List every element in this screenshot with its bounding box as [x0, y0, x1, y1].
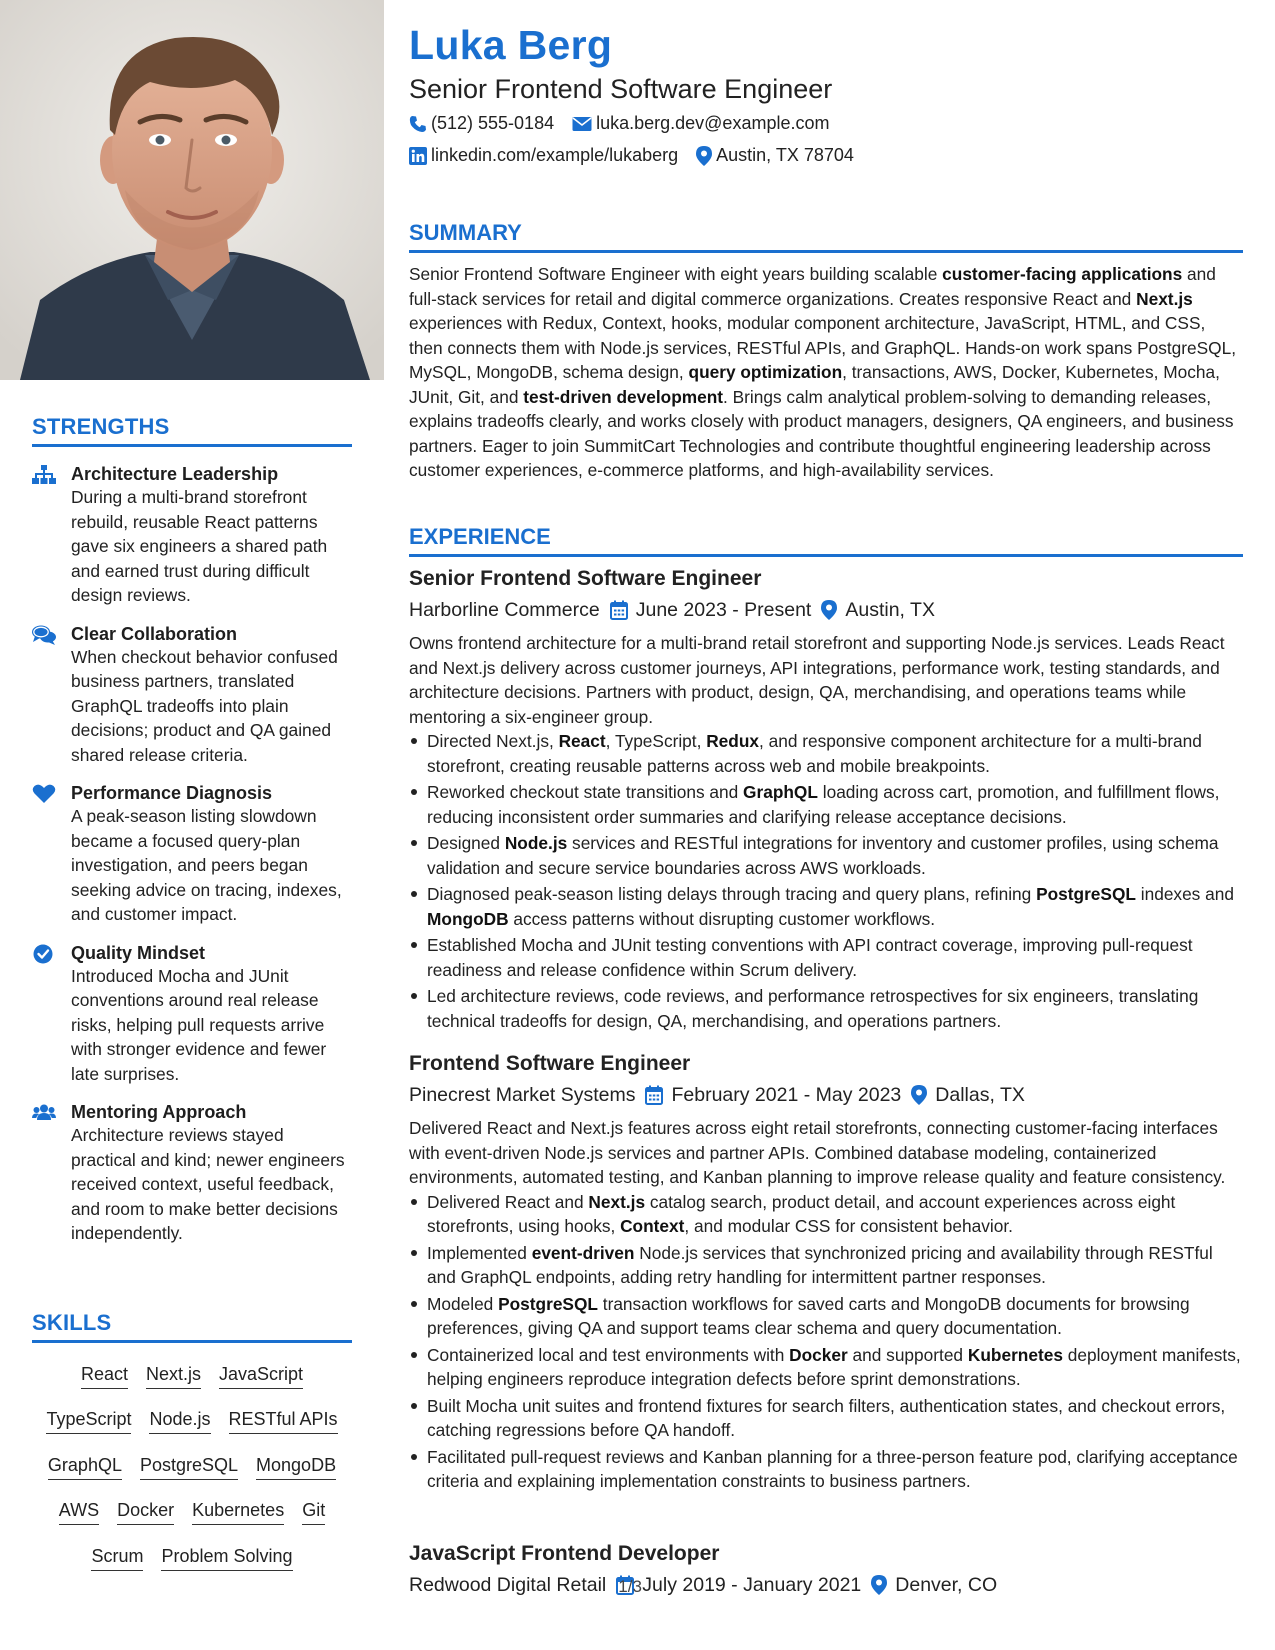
text-segment: , and modular CSS for consistent behavior.	[684, 1216, 1013, 1236]
linkedin-text: linkedin.com/example/lukaberg	[431, 145, 679, 165]
phone-icon	[409, 115, 427, 133]
job-title: Senior Frontend Software Engineer	[409, 567, 762, 590]
strength-title: Clear Collaboration	[71, 623, 238, 644]
job-location	[871, 1573, 997, 1597]
text-segment: deployment manifests, helping engineers reproduce integration defects before sprint demonstrations.	[427, 1344, 1241, 1389]
skill-tag: JavaScript	[219, 1363, 303, 1389]
skill-tag: Git	[302, 1499, 325, 1525]
email-contact[interactable]	[572, 113, 829, 134]
job-description: Delivered React and Next.js features across eight retail storefronts, connecting customer-facing interfaces with event-driven Node.js services and partner APIs. Combined database modeling, containerized environments, automated testing, and Kanban planning to improve release quality and feature consistency.	[409, 1118, 1226, 1187]
bullet-item	[409, 1445, 1243, 1494]
text-segment: Designed	[427, 833, 505, 853]
text-segment: indexes and	[1135, 884, 1234, 904]
bold-text: PostgreSQL	[1036, 884, 1136, 904]
contact-row	[409, 145, 854, 166]
company-name: Pinecrest Market Systems	[409, 1084, 636, 1106]
job-dates	[616, 1573, 861, 1597]
text-segment: , transactions, AWS, Docker, Kubernetes, Mocha, JUnit, Git, and	[409, 362, 1220, 407]
bold-text: Context	[620, 1216, 685, 1236]
check-circle-icon	[32, 944, 56, 964]
skill-tag: GraphQL	[48, 1454, 122, 1480]
text-segment: Reworked checkout state transitions and	[427, 782, 744, 802]
job-meta	[409, 1083, 1243, 1107]
job-title: JavaScript Frontend Developer	[409, 1542, 720, 1565]
map-marker-icon	[821, 600, 837, 620]
job-description: Owns frontend architecture for a multi-brand retail storefront and supporting Node.js services. Leads React and Next.js delivery across customer journeys, API integrations, performance work, testing standards, and architecture decisions. Partners with product, design, QA, merchandising, and operations teams while mentoring a six-engineer group.	[409, 633, 1225, 727]
company-name: Harborline Commerce	[409, 599, 600, 621]
calendar-icon	[645, 1085, 663, 1105]
comments-icon	[32, 625, 56, 645]
job-dates	[645, 1083, 901, 1107]
text-segment: Senior Frontend Software Engineer with eight years building scalable	[409, 264, 943, 284]
bold-text: Next.js	[588, 1191, 646, 1212]
location-contact	[696, 145, 854, 166]
dates-text: February 2021 - May 2023	[671, 1084, 902, 1106]
text-segment: transaction workflows for saved carts and MongoDB documents for browsing preferences, giving QA and support teams clear schema and query documentation.	[427, 1293, 1190, 1338]
skill-tag: Problem Solving	[161, 1545, 292, 1571]
bold-text: Node.js	[504, 833, 568, 853]
text-segment: loading across cart, promotion, and fulfillment flows, reducing inconsistent order summaries and clarifying release acceptance decisions.	[427, 782, 1220, 827]
bold-text: Redux	[706, 731, 760, 751]
skill-tag: Docker	[117, 1499, 174, 1525]
skills-row	[32, 1490, 352, 1536]
text-segment: Diagnosed peak-season listing delays through tracing and query plans, refining	[427, 884, 1037, 904]
bullet-item	[409, 1394, 1243, 1443]
text-segment: , and responsive component architecture for a multi-brand storefront, creating reusable patterns across web and mobile breakpoints.	[427, 731, 1202, 776]
text-segment: experiences with Redux, Context, hooks, modular component architecture, JavaScript, HTML, and CSS, then connects them with Node.js services, RESTful APIs, and GraphQL. Hands-on work spans PostgreSQL, MySQL, MongoDB, schema design,	[409, 313, 1237, 382]
skill-tag: PostgreSQL	[140, 1454, 238, 1480]
text-segment: , TypeScript,	[605, 731, 707, 751]
skills-row	[32, 1399, 352, 1445]
heart-icon	[32, 784, 56, 804]
text-segment: Modeled	[427, 1293, 499, 1314]
bullet-item	[409, 1241, 1243, 1290]
sitemap-icon	[32, 465, 56, 485]
bold-text: GraphQL	[743, 782, 818, 802]
text-segment: and full-stack services for retail and digital commerce organizations. Creates responsive React and	[409, 264, 1216, 309]
skill-tag: Node.js	[149, 1408, 210, 1434]
skill-tag: Next.js	[146, 1363, 201, 1389]
text-segment: Node.js services that synchronized pricing and availability through RESTful and GraphQL endpoints, adding retry handling for intermittent partner responses.	[427, 1242, 1213, 1287]
bold-text: Next.js	[1136, 288, 1193, 309]
bold-text: query optimization	[688, 362, 843, 382]
bullet-item	[409, 729, 1243, 778]
experience-heading: EXPERIENCE	[409, 524, 1243, 557]
bold-text: event-driven	[531, 1242, 635, 1263]
dates-text: July 2019 - January 2021	[642, 1574, 862, 1596]
skill-tag: TypeScript	[46, 1408, 131, 1434]
strength-item	[32, 1101, 352, 1246]
job-meta	[409, 1573, 1243, 1597]
skills-row	[32, 1444, 352, 1490]
text-segment: Facilitated pull-request reviews and Kanban planning for a three-person feature pod, clarifying acceptance criteria and explaining implementation constraints to business partners.	[427, 1446, 1238, 1491]
bold-text: test-driven development	[523, 386, 724, 407]
skill-tag: Scrum	[91, 1545, 143, 1571]
bullet-item	[409, 1190, 1243, 1239]
bullet-item	[409, 780, 1243, 829]
map-marker-icon	[696, 146, 712, 166]
job-entry	[409, 566, 1243, 1035]
job-entry	[409, 1541, 1243, 1597]
profile-photo	[0, 0, 384, 380]
text-segment: Directed Next.js,	[427, 731, 559, 751]
envelope-icon	[572, 116, 592, 132]
skill-tag: React	[81, 1363, 128, 1389]
candidate-title: Senior Frontend Software Engineer	[409, 74, 833, 104]
job-location	[911, 1083, 1025, 1107]
location-text: Austin, TX 78704	[716, 145, 854, 165]
skills-list	[32, 1353, 352, 1581]
company-name: Redwood Digital Retail	[409, 1574, 607, 1596]
text-segment: . Brings calm analytical problem-solving to demanding releases, explains tradeoffs clearly, and works closely with product managers, designers, QA engineers, and business partners. Eager to join SummitCart Technologies and contribute thoughtful engineering leadership across customer experiences, e-commerce platforms, and high-availability services.	[409, 386, 1234, 480]
email-text: luka.berg.dev@example.com	[596, 113, 830, 133]
text-segment: access patterns without disrupting customer workflows.	[508, 908, 936, 929]
skills-row	[32, 1535, 352, 1581]
text-segment: Established Mocha and JUnit testing conventions with API contract coverage, improving pull-request readiness and release confidence within Scrum delivery.	[427, 935, 1193, 980]
strength-title: Performance Diagnosis	[71, 783, 273, 803]
linkedin-icon	[409, 147, 427, 165]
location-text: Denver, CO	[895, 1574, 998, 1596]
strengths-heading: STRENGTHS	[32, 414, 352, 447]
skill-tag: MongoDB	[256, 1454, 336, 1480]
bold-text: MongoDB	[427, 908, 509, 929]
job-meta	[409, 598, 1243, 622]
map-marker-icon	[871, 1575, 887, 1595]
skill-tag: Kubernetes	[192, 1499, 284, 1525]
strengths-section	[32, 414, 352, 1246]
bullet-item	[409, 831, 1243, 880]
summary-text	[409, 262, 1243, 483]
text-segment: Implemented	[427, 1242, 532, 1263]
map-marker-icon	[911, 1085, 927, 1105]
skills-row	[32, 1353, 352, 1399]
job-location	[821, 598, 935, 622]
strength-title: Architecture Leadership	[71, 464, 279, 484]
job-bullets	[409, 729, 1243, 1033]
bold-text: React	[558, 731, 606, 751]
skill-tag: AWS	[59, 1499, 99, 1525]
location-text: Dallas, TX	[935, 1084, 1025, 1106]
phone-text: (512) 555-0184	[431, 113, 555, 133]
strength-desc: Introduced Mocha and JUnit conventions around real release risks, helping pull requests arrive with stronger evidence and fewer late surprises.	[71, 965, 327, 1084]
linkedin-contact[interactable]	[409, 145, 678, 166]
text-segment: and supported	[847, 1344, 968, 1365]
bold-text: Docker	[789, 1344, 848, 1365]
job-entry	[409, 1051, 1243, 1496]
strength-desc: When checkout behavior confused business partners, translated GraphQL tradeoffs into plain decisions; product and QA gained shared release criteria.	[71, 646, 338, 765]
skills-section	[32, 1310, 352, 1581]
sidebar	[0, 0, 384, 1650]
bullet-item	[409, 933, 1243, 982]
bullet-item	[409, 1343, 1243, 1392]
strength-item	[32, 463, 352, 608]
candidate-name: Luka Berg	[409, 22, 613, 68]
dates-text: June 2023 - Present	[635, 599, 812, 621]
strength-desc: Architecture reviews stayed practical and kind; newer engineers received context, useful feedback, and room to make better decisions independently.	[71, 1125, 345, 1243]
job-title: Frontend Software Engineer	[409, 1052, 691, 1075]
bullet-item	[409, 882, 1243, 931]
bold-text: Kubernetes	[967, 1344, 1063, 1365]
bullet-item	[409, 1292, 1243, 1341]
strength-item	[32, 623, 352, 768]
strength-desc: During a multi-brand storefront rebuild, reusable React patterns gave six engineers a shared path and earned trust during difficult design reviews.	[71, 487, 328, 605]
text-segment: Built Mocha unit suites and frontend fixtures for search filters, authentication states, and checkout errors, catching regressions before QA handoff.	[427, 1395, 1226, 1440]
text-segment: services and RESTful integrations for inventory and customer profiles, using schema validation and secure service boundaries across AWS workloads.	[427, 833, 1219, 878]
skill-tag: RESTful APIs	[229, 1408, 338, 1434]
contact-row	[409, 113, 829, 134]
strength-title: Quality Mindset	[71, 942, 206, 963]
bold-text: PostgreSQL	[498, 1293, 598, 1314]
bullet-item	[409, 984, 1243, 1033]
text-segment: catalog search, product detail, and account experiences across eight storefronts, using hooks,	[427, 1191, 1176, 1236]
page-number: 1/3	[618, 1577, 642, 1596]
strength-item	[32, 782, 352, 927]
strength-item	[32, 942, 352, 1087]
text-segment: Delivered React and	[427, 1191, 589, 1212]
calendar-icon	[610, 600, 628, 620]
phone-contact[interactable]	[409, 113, 554, 134]
bold-text: customer-facing applications	[942, 264, 1183, 284]
job-bullets	[409, 1190, 1243, 1494]
summary-heading: SUMMARY	[409, 220, 1243, 253]
location-text: Austin, TX	[845, 599, 935, 621]
job-dates	[610, 598, 812, 622]
text-segment: Led architecture reviews, code reviews, and performance retrospectives for six engineers, translating technical tradeoffs for design, QA, merchandising, and operations partners.	[427, 986, 1199, 1031]
strength-desc: A peak-season listing slowdown became a focused query-plan investigation, and peers began seeking advice on tracing, indexes, and customer impact.	[71, 806, 342, 924]
text-segment: Containerized local and test environments with	[427, 1344, 790, 1365]
skills-heading: SKILLS	[32, 1310, 352, 1343]
users-icon	[32, 1103, 56, 1123]
strength-title: Mentoring Approach	[71, 1102, 247, 1122]
